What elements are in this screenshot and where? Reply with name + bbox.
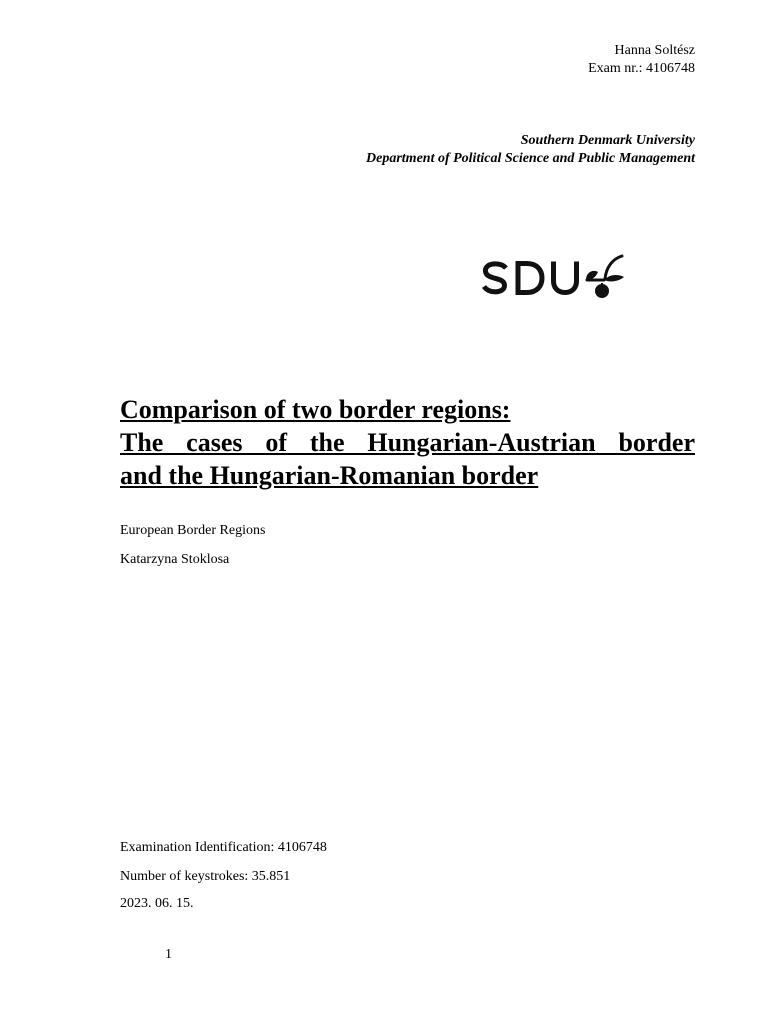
sdu-logo-graphic: [482, 252, 642, 302]
keystroke-count: Number of keystrokes: 35.851: [120, 869, 291, 884]
department-name: Department of Political Science and Public Management: [366, 151, 695, 166]
page-number: 1: [165, 947, 172, 962]
title-line-2: The cases of the Hungarian-Austrian border: [120, 428, 695, 457]
document-title: [120, 393, 695, 492]
course-name: European Border Regions: [120, 523, 266, 538]
submission-date: 2023. 06. 15.: [120, 896, 194, 911]
institution-block: [366, 132, 695, 168]
exam-identification: Examination Identification: 4106748: [120, 840, 327, 855]
teacher-name: Katarzyna Stoklosa: [120, 552, 230, 567]
author-name: Hanna Soltész: [614, 43, 695, 58]
sdu-logo: [482, 252, 642, 302]
university-name: Southern Denmark University: [520, 133, 695, 148]
author-block: [588, 42, 695, 78]
apple-leaf-icon: [586, 256, 624, 298]
title-line-1: Comparison of two border regions:: [120, 395, 511, 424]
title-line-3: and the Hungarian-Romanian border: [120, 461, 539, 490]
exam-number: Exam nr.: 4106748: [588, 61, 695, 76]
